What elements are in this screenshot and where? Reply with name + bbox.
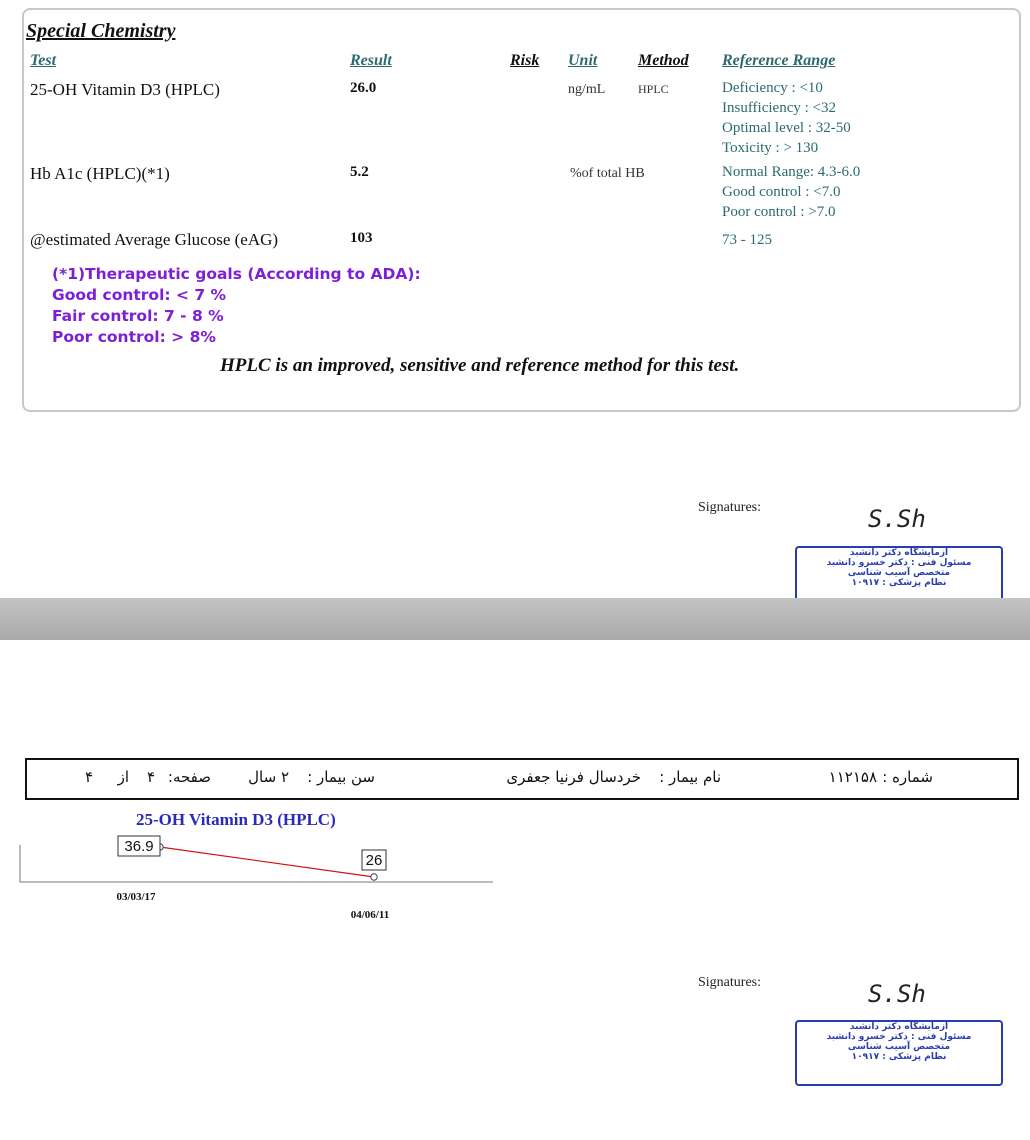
- data-label: 26: [365, 852, 383, 869]
- unit-vitamin-d3: ng/mL: [568, 82, 606, 97]
- reference-hba1c: [722, 162, 860, 222]
- reference-line: 73 - 125: [722, 232, 772, 248]
- patient-age-value: ۲ سال: [248, 768, 289, 786]
- reference-line: Good control : <7.0: [722, 184, 841, 200]
- method-vitamin-d3: HPLC: [638, 82, 669, 96]
- stamp-line: متخصص آسیب شناسی: [847, 568, 951, 578]
- page-of: از: [117, 768, 129, 786]
- method-note: HPLC is an improved, sensitive and reference method for this test.: [220, 355, 740, 376]
- result-vitamin-d3: 26.0: [350, 80, 377, 96]
- therapeutic-goals: [52, 264, 421, 348]
- section-title: Special Chemistry: [26, 20, 176, 42]
- reference-eag: [722, 230, 772, 250]
- stamp-line: مسئول فنی : دکتر خسرو دانشبد: [826, 1032, 972, 1042]
- chart-title: 25-OH Vitamin D3 (HPLC): [136, 810, 336, 829]
- page-total: ۴: [84, 768, 93, 786]
- patient-header: [25, 758, 1019, 800]
- stamp-line: مسئول فنی : دکتر خسرو دانشبد: [826, 558, 972, 568]
- result-eag: 103: [350, 230, 373, 246]
- trend-chart: [0, 830, 520, 920]
- data-label: 36.9: [124, 838, 154, 855]
- patient-name-value: خردسال فرنیا جعفری: [506, 768, 641, 786]
- lab-stamp: [795, 546, 1003, 602]
- result-hba1c: 5.2: [350, 164, 369, 180]
- reference-line: Deficiency : <10: [722, 80, 823, 96]
- reference-line: Optimal level : 32-50: [722, 120, 851, 136]
- signatures-label-bottom: Signatures:: [698, 975, 761, 990]
- reference-line: Normal Range: 4.3-6.0: [722, 164, 861, 180]
- header-method: Method: [638, 52, 689, 69]
- trend-page: [0, 640, 1030, 1140]
- page-current: ۴: [146, 768, 155, 786]
- stamp-line: نظام پزشکی : ۱۰۹۱۷: [851, 1052, 947, 1062]
- test-name-hba1c: Hb A1c (HPLC)(*1): [30, 164, 170, 183]
- goal-poor: Poor control: > 8%: [52, 328, 216, 346]
- special-chemistry-panel: [22, 8, 1021, 412]
- goal-good: Good control: < 7 %: [52, 286, 227, 304]
- x-tick-label: 03/03/17: [116, 891, 156, 903]
- patient-number-label: شماره :: [882, 768, 933, 786]
- stamp-line: آزمایشگاه دکتر دانشبد: [849, 1022, 949, 1032]
- stamp-line: نظام پزشکی : ۱۰۹۱۷: [851, 578, 947, 588]
- goal-fair: Fair control: 7 - 8 %: [52, 307, 224, 325]
- signature-mark-bottom: S.Sh: [868, 980, 926, 1008]
- unit-hba1c: %of total HB: [570, 166, 645, 181]
- test-name-vitamin-d3: 25-OH Vitamin D3 (HPLC): [30, 80, 220, 99]
- page-label: صفحه:: [167, 768, 211, 786]
- header-result: Result: [350, 52, 392, 69]
- data-point: [371, 874, 377, 880]
- goals-heading: (*1)Therapeutic goals (According to ADA):: [52, 265, 421, 283]
- patient-age-label: سن بیمار :: [307, 768, 375, 786]
- x-tick-label: 04/06/11: [350, 909, 390, 920]
- stamp-line: آزمایشگاه دکتر دانشبد: [849, 548, 949, 558]
- reference-line: Toxicity : > 130: [722, 140, 819, 156]
- series-line: [160, 847, 374, 877]
- stamp-line: متخصص آسیب شناسی: [847, 1042, 951, 1052]
- test-name-eag: @estimated Average Glucose (eAG): [30, 230, 279, 249]
- patient-name-label: نام بیمار :: [659, 768, 721, 786]
- lab-stamp-bottom: [795, 1020, 1003, 1086]
- header-risk: Risk: [510, 52, 540, 69]
- signature-mark: S.Sh: [868, 505, 926, 533]
- header-unit: Unit: [568, 52, 598, 69]
- page-separator: [0, 598, 1030, 640]
- reference-line: Poor control : >7.0: [722, 204, 836, 220]
- header-reference-range: Reference Range: [722, 52, 836, 69]
- signatures-label: Signatures:: [698, 500, 761, 515]
- reference-line: Insufficiency : <32: [722, 100, 836, 116]
- reference-vitamin-d3: [722, 78, 851, 158]
- header-test: Test: [30, 52, 57, 69]
- patient-number-value: ۱۱۲۱۵۸: [828, 768, 877, 786]
